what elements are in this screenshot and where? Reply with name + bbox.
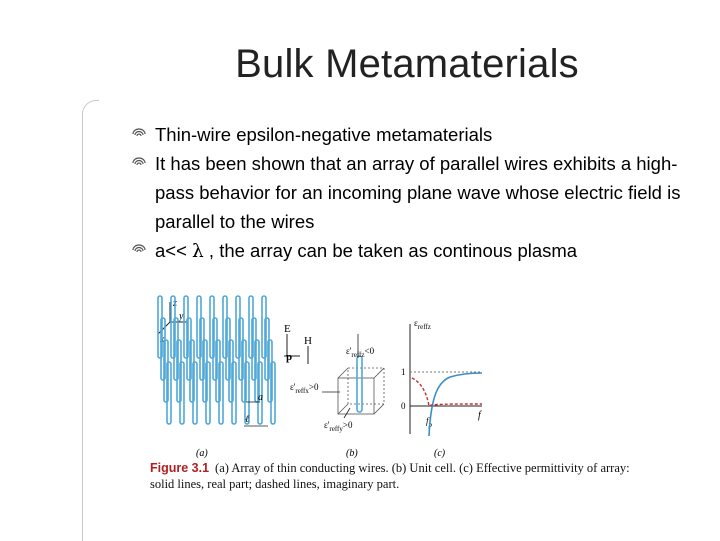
bullet-icon	[132, 157, 146, 169]
label-p: p	[286, 351, 293, 363]
plot-ylabel: $\varepsilon_{reffz}$	[414, 318, 431, 331]
label-reffx: $\varepsilon'_{reffx}>0$	[290, 382, 319, 395]
bullet-text: Thin-wire epsilon-negative metamaterials	[155, 124, 493, 145]
bullet-item	[133, 120, 693, 149]
label-E: E	[284, 323, 291, 335]
imag-part-curve	[412, 378, 482, 406]
bullet-list	[133, 120, 693, 266]
bullet-item	[133, 236, 693, 266]
caption-text: (a) Array of thin conducting wires. (b) Unit cell. (c) Effective permittivity of array: solid lines, real part; dashed lines, imaginary part.	[150, 461, 630, 491]
sublabel-a: (a)	[196, 448, 208, 459]
bullet-text: It has been shown that an array of parallel wires exhibits a high-pass behavior for an incoming plane wave whose electric field is parallel to the wires	[155, 153, 681, 232]
lambda-symbol: λ	[192, 241, 204, 262]
bullet-item	[133, 149, 693, 236]
wire	[271, 362, 275, 424]
label-a: a	[258, 392, 263, 403]
unit-cell	[338, 368, 384, 414]
sublabel-b: (b)	[346, 448, 358, 459]
plot-tick-one: 1	[401, 367, 406, 377]
bullet-icon	[132, 128, 146, 140]
bullet-text-prefix: a<<	[155, 240, 193, 261]
label-reffy: $\varepsilon'_{reffy}>0$	[324, 420, 353, 433]
slide-title: Bulk Metamaterials	[235, 42, 579, 86]
label-reffz: $\varepsilon'_{reffz}<0$	[346, 346, 375, 359]
bullet-text	[155, 236, 693, 266]
wire	[232, 362, 236, 424]
wire	[219, 362, 223, 424]
bullet-icon	[132, 244, 146, 256]
plot-xlabel: f	[478, 410, 481, 421]
wire	[193, 362, 197, 424]
axis-y-label: y	[179, 311, 184, 322]
plot-tick-zero: 0	[401, 401, 406, 411]
wire	[167, 362, 171, 424]
axis-x-label: x	[160, 334, 165, 345]
plot-fp-label: $f_p$	[426, 416, 433, 429]
figure-caption	[150, 460, 640, 492]
bullet-text-suffix: , the array can be taken as continous plasma	[203, 240, 578, 261]
wire	[180, 362, 184, 424]
slide-frame-decoration	[82, 100, 99, 541]
wire	[206, 362, 210, 424]
figure-number: Figure 3.1	[150, 461, 210, 475]
axis-z-label: z	[173, 298, 177, 309]
label-H: H	[304, 335, 312, 347]
arrow-reffy	[344, 408, 350, 418]
wire-array	[158, 296, 275, 424]
sublabel-c: (c)	[434, 448, 446, 459]
label-ell: ℓ	[245, 414, 250, 425]
